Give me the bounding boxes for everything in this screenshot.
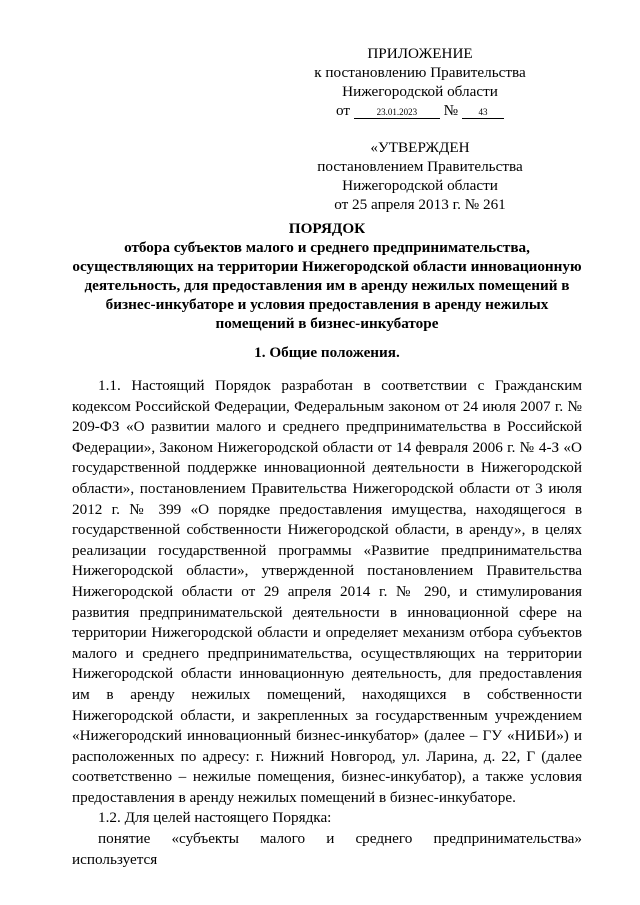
paragraph-1-2: 1.2. Для целей настоящего Порядка: — [98, 809, 332, 827]
appendix-number-sign: № — [443, 102, 459, 119]
document-body — [72, 376, 582, 870]
appendix-date-number-line — [300, 101, 540, 120]
paragraph-1-2-continued: понятие «субъекты малого и среднего предпринимательства» используется — [72, 830, 582, 868]
document-title — [72, 219, 582, 333]
appendix-from-prefix: от — [336, 102, 351, 119]
approved-block — [300, 138, 540, 214]
approved-line-3: Нижегородской области — [342, 177, 498, 194]
appendix-number: 43 — [462, 107, 504, 119]
document-heading: ПОРЯДОК — [288, 220, 366, 237]
appendix-title: ПРИЛОЖЕНИЕ — [367, 45, 473, 62]
approved-line-2: постановлением Правительства — [317, 158, 523, 175]
paragraph-1-1: 1.1. Настоящий Порядок разработан в соответствии с Гражданским кодексом Российской Федерации, Федеральным законом от 24 июля 2007 г. № 209-ФЗ «О развитии малого и среднего предпринимательства в Российской Федерации», Законом Нижегородской области от 14 февраля 2006 г. № 4-З «О государственной поддержке инновационной деятельности в Нижегородской области», постановлением Правительства Нижегородской области от 3 июля 2012 г. № 399 «О порядке предоставления имущества, находящегося в государственной собственности Нижегородской области, в аренду», в целях реализации государственной программы «Развитие предпринимательства Нижегородской области», утвержденной постановлением Правительства Нижегородской области от 29 апреля 2014 г. № 290, и стимулирования развития предпринимательской деятельности в инновационной сфере на территории Нижегородской области и определяет механизм отбора субъектов малого и среднего предпринимательства, осуществляющих на территории Нижегородской области инновационную деятельность, для предоставления им в аренду нежилых помещений, находящихся в собственности Нижегородской области, и закрепленных за государственным учреждением «Нижегородский инновационный бизнес-инкубатор» (далее – ГУ «НИБИ») и расположенных по адресу: г. Нижний Новгород, ул. Ларина, д. 22, Г (далее соответственно – нежилые помещения, бизнес-инкубатор), а также условия предоставления в аренду нежилых помещений в бизнес-инкубаторе. — [72, 377, 582, 806]
appendix-date: 23.01.2023 — [354, 107, 440, 119]
appendix-block — [300, 44, 540, 120]
appendix-line-1: к постановлению Правительства — [314, 64, 526, 81]
approved-line-4: от 25 апреля 2013 г. № 261 — [334, 196, 506, 213]
appendix-line-2: Нижегородской области — [342, 83, 498, 100]
approved-line-1: «УТВЕРЖДЕН — [370, 139, 470, 156]
section-heading: 1. Общие положения. — [254, 344, 400, 361]
document-subtitle: отбора субъектов малого и среднего предпринимательства, осуществляющих на территории Нижегородской области инновационную деятельность, для предоставления им в аренду нежилых помещений в бизнес-инкубаторе и условия предоставления в аренду нежилых помещений в бизнес-инкубаторе — [72, 239, 582, 332]
